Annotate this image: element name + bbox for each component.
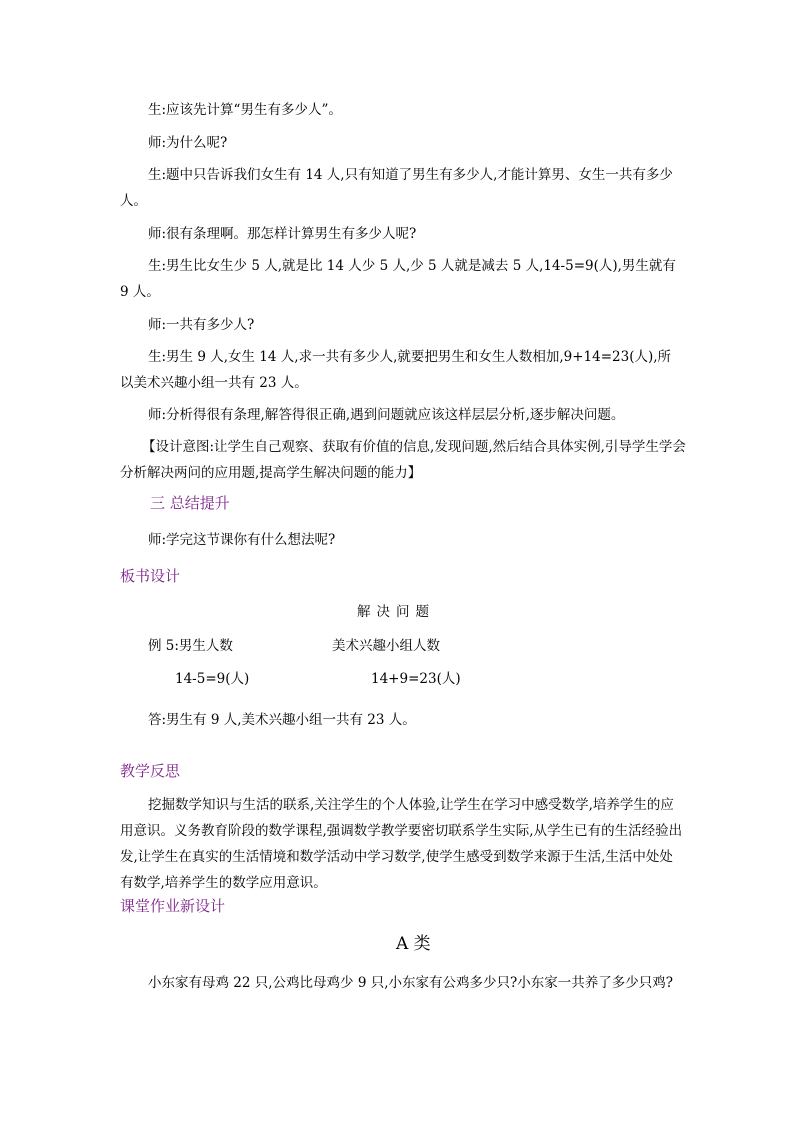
dialogue-teacher-3: 师:一共有多少人? [148,317,255,333]
board-left-formula: 14-5=9(人) [175,671,250,687]
dialogue-student-4: 生:男生 9 人,女生 14 人,求一共有多少人,就要把男生和女生人数相加,9+14=23(人),所以美术兴趣小组一共有 23 人。 [120,349,672,391]
board-left-label: 例 5:男生人数 [148,638,233,654]
dialogue-student-1: 生:应该先计算“男生有多少人”。 [148,102,342,118]
dialogue-student-3: 生:男生比女生少 5 人,就是比 14 人少 5 人,少 5 人就是减去 5 人,14-5=9(人),男生就有 9 人。 [120,258,676,300]
homework-question: 小东家有母鸡 22 只,公鸡比母鸡少 9 只,小东家有公鸡多少只?小东家一共养了多少只鸡? [148,975,673,991]
dialogue-teacher-2: 师:很有条理啊。那怎样计算男生有多少人呢? [148,226,417,242]
reflection-heading: 教学反思 [120,762,181,780]
reflection-text: 挖掘数学知识与生活的联系,关注学生的个人体验,让学生在学习中感受数学,培养学生的应用意识。义务教育阶段的数学课程,强调数学教学要密切联系学生实际,从学生已有的生活经验出发,让学生在真实的生活情境和数学活动中学习数学,使学生感受到数学来源于生活,生活中处处有数学,培养学生的数学应用意识。 [120,797,683,891]
homework-heading: 课堂作业新设计 [120,897,226,915]
dialogue-teacher-4: 师:分析得很有条理,解答得很正确,遇到问题就应该这样层层分析,逐步解决问题。 [148,407,625,423]
board-design-heading: 板书设计 [120,567,181,585]
board-title: 解决问题 [357,604,435,620]
board-answer: 答:男生有 9 人,美术兴趣小组一共有 23 人。 [148,712,416,728]
dialogue-teacher-5: 师:学完这节课你有什么想法呢? [148,532,336,548]
section-summary-heading: 三 总结提升 [150,494,230,512]
dialogue-teacher-1: 师:为什么呢? [148,135,228,151]
board-right-label: 美术兴趣小组人数 [332,638,440,654]
dialogue-student-2: 生:题中只告诉我们女生有 14 人,只有知道了男生有多少人,才能计算男、女生一共有多少人。 [120,167,673,209]
homework-category: A 类 [396,934,431,954]
board-right-formula: 14+9=23(人) [371,671,461,687]
design-intent: 【设计意图:让学生自己观察、获取有价值的信息,发现问题,然后结合具体实例,引导学生学会分析解决两问的应用题,提高学生解决问题的能力】 [120,439,686,481]
